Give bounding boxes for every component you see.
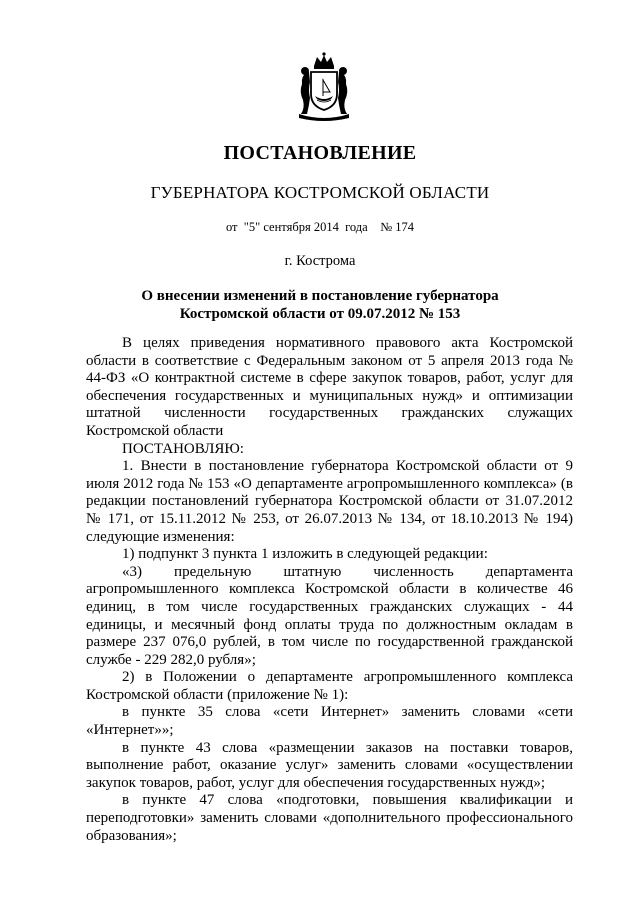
city-line: г. Кострома — [284, 253, 356, 269]
subject-line-2: Костромской области от 09.07.2012 № 153 — [179, 306, 461, 322]
document-number: № 174 — [380, 220, 415, 234]
subclause-2-paragraph: 2) в Положении о департаменте агропромышленного комплекса Костромской области (приложение № 1): — [86, 669, 573, 703]
document-date: "5" сентября 2014 — [243, 220, 339, 234]
date-prefix: от — [225, 220, 238, 234]
clause-1-paragraph: 1. Внести в постановление губернатора Костромской области от 9 июля 2012 года № 153 «О департаменте агропромышленного комплекса» (в редакции постановлений губернатора Костромской области от 31.07.2012 № 171, от 15.11.2012 № 253, от 26.07.2013 № 134, от 18.10.2013 № 194) следующие изменения: — [86, 458, 573, 545]
date-number-line — [0, 220, 640, 235]
amendment-point-43: в пункте 43 слова «размещении заказов на поставки товаров, выполнение работ, оказание услуг» заменить словами «осуществлении закупок товаров, работ, услуг для обеспечения государственных нужд»; — [86, 739, 573, 791]
amendment-point-47: в пункте 47 слова «подготовки, повышения квалификации и переподготовки» заменить словами «дополнительного профессионального образования»; — [86, 792, 573, 844]
subject-line-1: О внесении изменений в постановление губернатора — [141, 288, 499, 304]
subclause-1-text: «3) предельную штатную численность департамента агропромышленного комплекса Костромской области в количестве 46 единиц, в том числе государственных гражданских служащих - 44 единицы, и месячный фонд оплаты труда по должностным окладам в размере 237 076,0 рублей, в том числе по государственной гражданской службе - 229 282,0 рубля»; — [86, 563, 573, 668]
document-subject — [0, 287, 640, 323]
document-body — [86, 335, 573, 845]
date-suffix: года — [345, 220, 368, 234]
subclause-1-paragraph: 1) подпункт 3 пункта 1 изложить в следующей редакции: — [122, 546, 488, 563]
coat-of-arms-emblem — [293, 52, 355, 124]
issuer-line: ГУБЕРНАТОРА КОСТРОМСКОЙ ОБЛАСТИ — [150, 183, 490, 202]
preamble-paragraph: В целях приведения нормативного правового акта Костромской области в соответствие с Федеральным законом от 5 апреля 2013 года № 44-ФЗ «О контрактной системе в сфере закупок товаров, работ, услуг для обеспечения государственных и муниципальных нужд» и оптимизации штатной численности государственных гражданских служащих Костромской области — [86, 335, 573, 439]
resolution-word: ПОСТАНОВЛЯЮ: — [122, 440, 244, 457]
amendment-point-35: в пункте 35 слова «сети Интернет» заменить словами «сети «Интернет»»; — [86, 704, 573, 739]
document-title: ПОСТАНОВЛЕНИЕ — [223, 142, 417, 164]
